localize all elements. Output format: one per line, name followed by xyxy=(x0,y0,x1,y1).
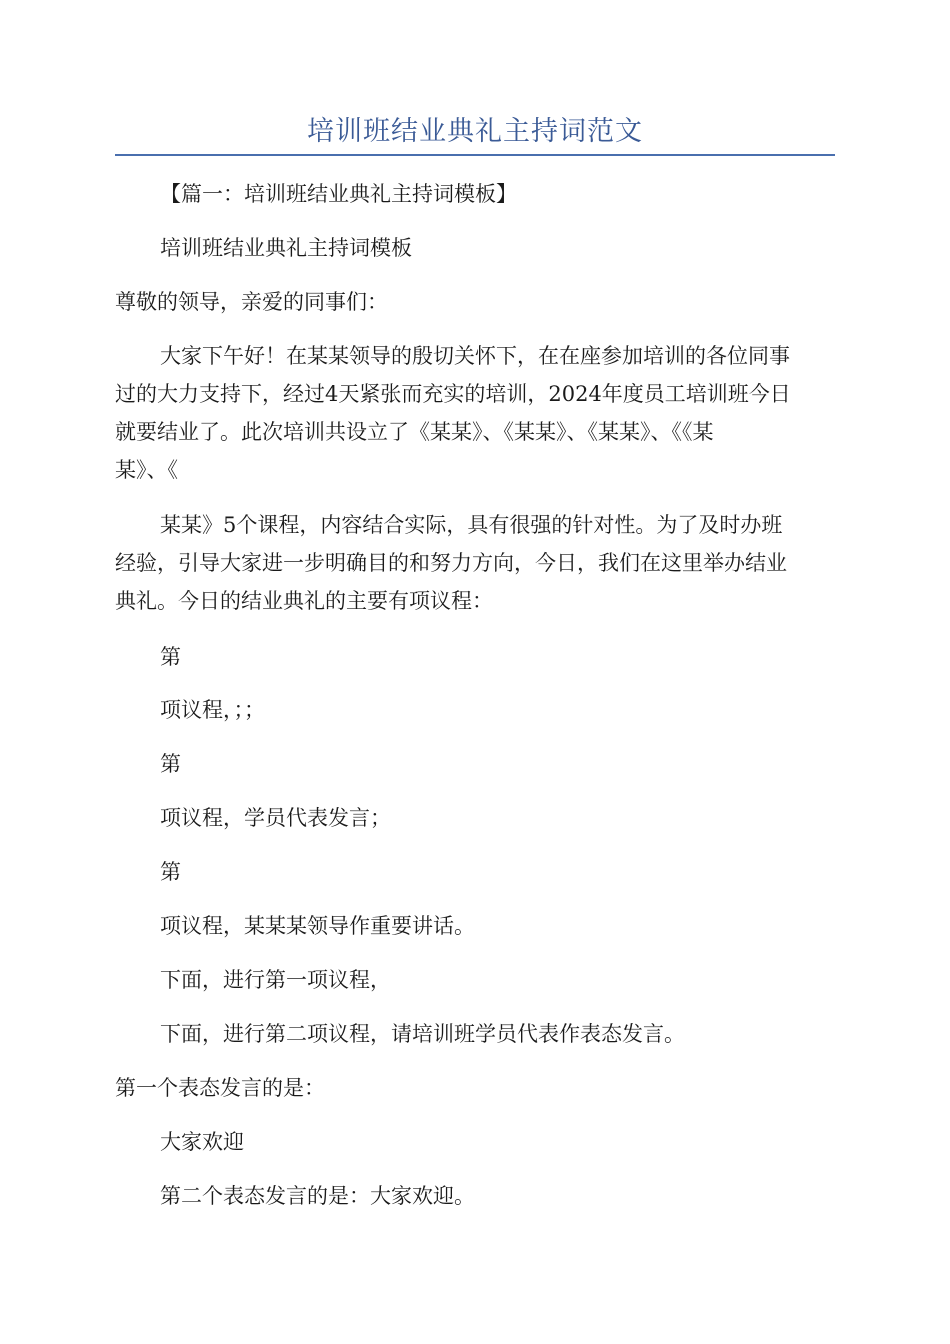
paragraph-line: 经验，引导大家进一步明确目的和努力方向，今日，我们在这里举办结业 xyxy=(115,551,787,575)
title-underline xyxy=(115,154,835,156)
second-speaker-line: 第二个表态发言的是：大家欢迎。 xyxy=(160,1184,475,1208)
subtitle: 培训班结业典礼主持词模板 xyxy=(160,236,412,260)
paragraph-line: 典礼。今日的结业典礼的主要有项议程： xyxy=(115,589,493,613)
agenda-item: 第 xyxy=(160,752,181,776)
section-heading: 【篇一：培训班结业典礼主持词模板】 xyxy=(160,182,517,206)
agenda-item: 项议程，某某某领导作重要讲话。 xyxy=(160,914,475,938)
paragraph-courses xyxy=(115,506,835,620)
salutation: 尊敬的领导，亲爱的同事们： xyxy=(115,290,388,314)
paragraph-opening xyxy=(115,337,835,489)
paragraph-line: 大家下午好！在某某领导的殷切关怀下，在在座参加培训的各位同事 xyxy=(160,344,790,368)
paragraph-line: 某》、《 xyxy=(115,458,178,482)
agenda-item: 第 xyxy=(160,645,181,669)
agenda-item: 项议程，；； xyxy=(160,698,265,722)
first-speaker-line: 第一个表态发言的是： xyxy=(115,1076,325,1100)
document-title: 培训班结业典礼主持词范文 xyxy=(307,116,643,147)
agenda-item: 第 xyxy=(160,860,181,884)
welcome-line: 大家欢迎 xyxy=(160,1130,244,1154)
paragraph-line: 某某》5个课程，内容结合实际，具有很强的针对性。为了及时办班 xyxy=(160,513,783,537)
agenda-step-two: 下面，进行第二项议程，请培训班学员代表作表态发言。 xyxy=(160,1022,685,1046)
agenda-item: 项议程，学员代表发言； xyxy=(160,806,391,830)
agenda-step-one: 下面，进行第一项议程， xyxy=(160,968,391,992)
paragraph-line: 就要结业了。此次培训共设立了《某某》、《某某》、《某某》、《《某 xyxy=(115,420,714,444)
paragraph-line: 过的大力支持下，经过4天紧张而充实的培训，2024年度员工培训班今日 xyxy=(115,382,791,406)
